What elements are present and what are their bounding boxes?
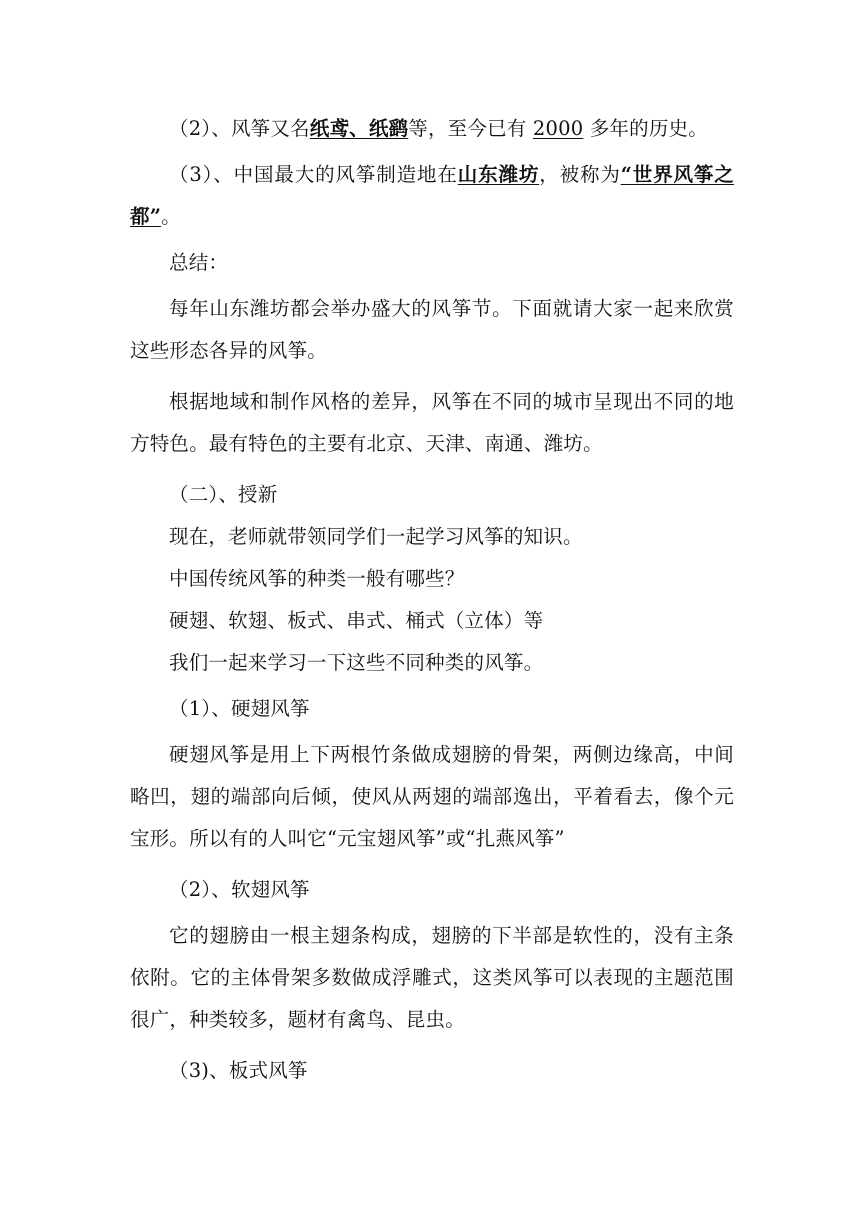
paragraph-soft-wing-kite: 它的翅膀由一根主翅条构成，翅膀的下半部是软性的，没有主条依附。它的主体骨架多数做成浮雕式，这类风筝可以表现的主题范围很广，种类较多，题材有禽鸟、昆虫。 [130,924,734,1031]
paragraph-weifang [130,154,734,238]
text-segment: （3）、中国最大的风筝制造地在 [169,163,458,186]
text-segment: 多年的历史。 [583,117,708,140]
highlight-weifang: 山东潍坊 [457,163,540,186]
highlight-kite-capital: “世界风筝之都” [130,163,734,228]
heading-board-kite: （3)、板式风筝 [169,1059,308,1082]
paragraph-regional-styles: 根据地域和制作风格的差异，风筝在不同的城市呈现出不同的地方特色。最有特色的主要有北京、天津、南通、潍坊。 [130,390,734,455]
text-segment: ，被称为 [539,163,621,186]
heading-hard-wing-kite: （1）、硬翅风筝 [169,697,310,720]
paragraph-question: 中国传统风筝的种类一般有哪些？ [169,567,465,590]
text-segment: 。 [161,205,181,228]
paragraph-teacher-intro: 现在，老师就带领同学们一起学习风筝的知识。 [169,525,583,548]
paragraph-hard-wing-kite: 硬翅风筝是用上下两根竹条做成翅膀的骨架，两侧边缘高，中间略凹，翅的端部向后倾，使风从两翅的端部逸出，平着看去，像个元宝形。所以有的人叫它“元宝翅风筝”或“扎燕风筝” [130,743,734,850]
paragraph-summary-label: 总结： [169,251,229,274]
highlight-kite-names: 纸鸢、纸鹞 [309,117,409,140]
text-segment: 等，至今已有 [408,117,533,140]
highlight-years: 2000 [532,117,584,140]
section-heading-new-lesson: （二）、授新 [169,483,278,506]
paragraph-learn-types: 我们一起来学习一下这些不同种类的风筝。 [169,651,544,674]
paragraph-kite-types: 硬翅、软翅、板式、串式、桶式（立体）等 [169,609,544,632]
heading-soft-wing-kite: （2）、软翅风筝 [169,878,310,901]
paragraph-kite-festival: 每年山东潍坊都会举办盛大的风筝节。下面就请大家一起来欣赏这些形态各异的风筝。 [130,297,734,362]
text-segment: （2）、风筝又名 [169,117,310,140]
paragraph-kite-names [130,108,734,150]
document-page [130,108,734,1092]
